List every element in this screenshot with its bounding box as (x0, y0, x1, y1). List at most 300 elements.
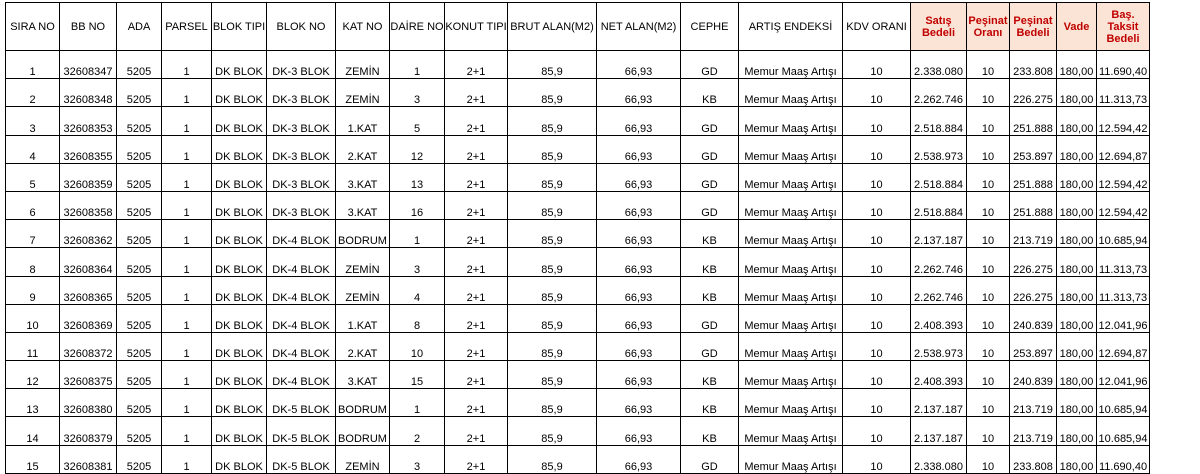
table-row (6, 445, 1150, 473)
cell-artis-endeksi: Memur Maaş Artışı (739, 220, 843, 248)
cell-brut-alan: 85,9 (508, 135, 597, 163)
cell-net-alan: 66,93 (597, 248, 681, 276)
cell-artis-endeksi: Memur Maaş Artışı (739, 332, 843, 360)
cell-bb-no: 32608379 (60, 417, 117, 445)
cell-ada: 5205 (117, 220, 162, 248)
header-pesinat-orani: Peşinat Oranı (967, 3, 1010, 51)
cell-kdv-orani: 10 (843, 51, 911, 79)
cell-blok-tipi: DK BLOK (212, 276, 267, 304)
cell-blok-no: DK-3 BLOK (267, 163, 336, 191)
cell-artis-endeksi: Memur Maaş Artışı (739, 445, 843, 473)
cell-net-alan: 66,93 (597, 361, 681, 389)
cell-cephe: GD (681, 135, 739, 163)
cell-satis-bedeli: 2.518.884 (911, 191, 967, 219)
cell-cephe: GD (681, 163, 739, 191)
cell-ada: 5205 (117, 417, 162, 445)
cell-kdv-orani: 10 (843, 417, 911, 445)
cell-kdv-orani: 10 (843, 135, 911, 163)
cell-satis-bedeli: 2.408.393 (911, 361, 967, 389)
cell-cephe: KB (681, 361, 739, 389)
cell-bb-no: 32608375 (60, 361, 117, 389)
cell-pesinat-orani: 10 (967, 107, 1010, 135)
cell-sira-no: 7 (6, 220, 60, 248)
cell-parsel: 1 (162, 417, 212, 445)
cell-parsel: 1 (162, 51, 212, 79)
cell-kdv-orani: 10 (843, 304, 911, 332)
cell-bas-taksit-bedeli: 11.690,40 (1097, 445, 1150, 473)
cell-parsel: 1 (162, 304, 212, 332)
cell-brut-alan: 85,9 (508, 79, 597, 107)
cell-bas-taksit-bedeli: 12.594,42 (1097, 191, 1150, 219)
cell-kdv-orani: 10 (843, 276, 911, 304)
cell-artis-endeksi: Memur Maaş Artışı (739, 135, 843, 163)
cell-blok-tipi: DK BLOK (212, 332, 267, 360)
table-row (6, 248, 1150, 276)
cell-satis-bedeli: 2.518.884 (911, 107, 967, 135)
cell-konut-tipi: 2+1 (445, 332, 508, 360)
price-table (5, 2, 1150, 474)
cell-bas-taksit-bedeli: 10.685,94 (1097, 417, 1150, 445)
cell-blok-no: DK-4 BLOK (267, 304, 336, 332)
cell-kat-no: 2.KAT (336, 135, 390, 163)
header-net-alan: NET ALAN(M2) (597, 3, 681, 51)
cell-konut-tipi: 2+1 (445, 51, 508, 79)
cell-kat-no: ZEMİN (336, 248, 390, 276)
cell-blok-no: DK-3 BLOK (267, 51, 336, 79)
cell-sira-no: 13 (6, 389, 60, 417)
cell-vade: 180,00 (1057, 79, 1097, 107)
cell-artis-endeksi: Memur Maaş Artışı (739, 163, 843, 191)
cell-blok-tipi: DK BLOK (212, 304, 267, 332)
cell-artis-endeksi: Memur Maaş Artışı (739, 417, 843, 445)
cell-pesinat-orani: 10 (967, 51, 1010, 79)
cell-kat-no: 3.KAT (336, 361, 390, 389)
cell-blok-no: DK-4 BLOK (267, 332, 336, 360)
cell-kat-no: 1.KAT (336, 107, 390, 135)
cell-pesinat-orani: 10 (967, 79, 1010, 107)
header-bas-taksit-bedeli: Baş. Taksit Bedeli (1097, 3, 1150, 51)
cell-ada: 5205 (117, 445, 162, 473)
cell-kdv-orani: 10 (843, 248, 911, 276)
cell-daire-no: 4 (390, 276, 445, 304)
cell-bb-no: 32608348 (60, 79, 117, 107)
cell-brut-alan: 85,9 (508, 445, 597, 473)
cell-kdv-orani: 10 (843, 332, 911, 360)
cell-bas-taksit-bedeli: 12.041,96 (1097, 361, 1150, 389)
cell-bb-no: 32608380 (60, 389, 117, 417)
table-row (6, 163, 1150, 191)
cell-sira-no: 2 (6, 79, 60, 107)
header-blok-no: BLOK NO (267, 3, 336, 51)
cell-bb-no: 32608381 (60, 445, 117, 473)
cell-kat-no: ZEMİN (336, 276, 390, 304)
cell-bb-no: 32608347 (60, 51, 117, 79)
cell-pesinat-orani: 10 (967, 248, 1010, 276)
cell-net-alan: 66,93 (597, 389, 681, 417)
cell-blok-tipi: DK BLOK (212, 107, 267, 135)
cell-artis-endeksi: Memur Maaş Artışı (739, 389, 843, 417)
cell-daire-no: 2 (390, 417, 445, 445)
cell-brut-alan: 85,9 (508, 389, 597, 417)
cell-daire-no: 1 (390, 389, 445, 417)
cell-daire-no: 1 (390, 51, 445, 79)
cell-pesinat-orani: 10 (967, 417, 1010, 445)
cell-blok-tipi: DK BLOK (212, 135, 267, 163)
cell-satis-bedeli: 2.137.187 (911, 220, 967, 248)
cell-kat-no: BODRUM (336, 220, 390, 248)
cell-kdv-orani: 10 (843, 191, 911, 219)
cell-sira-no: 6 (6, 191, 60, 219)
cell-bas-taksit-bedeli: 12.694,87 (1097, 332, 1150, 360)
cell-pesinat-orani: 10 (967, 361, 1010, 389)
cell-satis-bedeli: 2.408.393 (911, 304, 967, 332)
cell-vade: 180,00 (1057, 389, 1097, 417)
header-daire-no: DAİRE NO (390, 3, 445, 51)
cell-satis-bedeli: 2.338.080 (911, 445, 967, 473)
cell-kdv-orani: 10 (843, 79, 911, 107)
table-row (6, 332, 1150, 360)
cell-blok-no: DK-3 BLOK (267, 135, 336, 163)
cell-cephe: GD (681, 51, 739, 79)
cell-pesinat-bedeli: 213.719 (1010, 417, 1057, 445)
cell-kat-no: ZEMİN (336, 79, 390, 107)
cell-vade: 180,00 (1057, 445, 1097, 473)
cell-kdv-orani: 10 (843, 107, 911, 135)
cell-cephe: GD (681, 107, 739, 135)
cell-net-alan: 66,93 (597, 191, 681, 219)
header-vade: Vade (1057, 3, 1097, 51)
cell-kdv-orani: 10 (843, 389, 911, 417)
cell-kat-no: 2.KAT (336, 332, 390, 360)
cell-vade: 180,00 (1057, 220, 1097, 248)
cell-pesinat-orani: 10 (967, 276, 1010, 304)
cell-sira-no: 4 (6, 135, 60, 163)
cell-konut-tipi: 2+1 (445, 304, 508, 332)
cell-pesinat-bedeli: 240.839 (1010, 361, 1057, 389)
header-artis-endeksi: ARTIŞ ENDEKSİ (739, 3, 843, 51)
cell-artis-endeksi: Memur Maaş Artışı (739, 79, 843, 107)
cell-blok-no: DK-5 BLOK (267, 389, 336, 417)
cell-kdv-orani: 10 (843, 445, 911, 473)
cell-pesinat-bedeli: 213.719 (1010, 389, 1057, 417)
cell-vade: 180,00 (1057, 135, 1097, 163)
cell-daire-no: 15 (390, 361, 445, 389)
cell-net-alan: 66,93 (597, 135, 681, 163)
table-row (6, 107, 1150, 135)
cell-bas-taksit-bedeli: 12.694,87 (1097, 135, 1150, 163)
cell-blok-no: DK-4 BLOK (267, 361, 336, 389)
cell-bas-taksit-bedeli: 12.594,42 (1097, 107, 1150, 135)
cell-konut-tipi: 2+1 (445, 191, 508, 219)
table-row (6, 220, 1150, 248)
cell-bas-taksit-bedeli: 11.313,73 (1097, 79, 1150, 107)
cell-kat-no: BODRUM (336, 417, 390, 445)
cell-blok-tipi: DK BLOK (212, 220, 267, 248)
cell-blok-no: DK-4 BLOK (267, 248, 336, 276)
cell-sira-no: 10 (6, 304, 60, 332)
cell-ada: 5205 (117, 107, 162, 135)
header-row (6, 3, 1150, 51)
cell-kat-no: 1.KAT (336, 304, 390, 332)
cell-ada: 5205 (117, 389, 162, 417)
cell-konut-tipi: 2+1 (445, 361, 508, 389)
cell-kdv-orani: 10 (843, 163, 911, 191)
cell-kat-no: 3.KAT (336, 163, 390, 191)
cell-cephe: KB (681, 417, 739, 445)
cell-parsel: 1 (162, 389, 212, 417)
cell-satis-bedeli: 2.262.746 (911, 276, 967, 304)
cell-brut-alan: 85,9 (508, 304, 597, 332)
cell-konut-tipi: 2+1 (445, 248, 508, 276)
cell-satis-bedeli: 2.262.746 (911, 248, 967, 276)
cell-sira-no: 12 (6, 361, 60, 389)
cell-vade: 180,00 (1057, 417, 1097, 445)
cell-bb-no: 32608353 (60, 107, 117, 135)
table-row (6, 304, 1150, 332)
cell-brut-alan: 85,9 (508, 248, 597, 276)
cell-pesinat-bedeli: 226.275 (1010, 276, 1057, 304)
cell-pesinat-bedeli: 251.888 (1010, 191, 1057, 219)
cell-cephe: GD (681, 445, 739, 473)
cell-artis-endeksi: Memur Maaş Artışı (739, 51, 843, 79)
cell-cephe: KB (681, 220, 739, 248)
cell-ada: 5205 (117, 51, 162, 79)
cell-brut-alan: 85,9 (508, 220, 597, 248)
cell-bb-no: 32608355 (60, 135, 117, 163)
cell-artis-endeksi: Memur Maaş Artışı (739, 107, 843, 135)
cell-cephe: KB (681, 79, 739, 107)
cell-sira-no: 1 (6, 51, 60, 79)
cell-net-alan: 66,93 (597, 51, 681, 79)
cell-ada: 5205 (117, 361, 162, 389)
cell-pesinat-bedeli: 226.275 (1010, 248, 1057, 276)
cell-cephe: KB (681, 276, 739, 304)
cell-konut-tipi: 2+1 (445, 220, 508, 248)
cell-brut-alan: 85,9 (508, 51, 597, 79)
cell-pesinat-bedeli: 251.888 (1010, 107, 1057, 135)
cell-pesinat-bedeli: 226.275 (1010, 79, 1057, 107)
header-kat-no: KAT NO (336, 3, 390, 51)
cell-parsel: 1 (162, 107, 212, 135)
cell-pesinat-orani: 10 (967, 191, 1010, 219)
cell-bb-no: 32608364 (60, 248, 117, 276)
table-row (6, 417, 1150, 445)
cell-satis-bedeli: 2.262.746 (911, 79, 967, 107)
cell-brut-alan: 85,9 (508, 163, 597, 191)
cell-pesinat-bedeli: 253.897 (1010, 135, 1057, 163)
header-pesinat-bedeli: Peşinat Bedeli (1010, 3, 1057, 51)
cell-pesinat-bedeli: 233.808 (1010, 445, 1057, 473)
cell-vade: 180,00 (1057, 163, 1097, 191)
cell-sira-no: 5 (6, 163, 60, 191)
cell-konut-tipi: 2+1 (445, 417, 508, 445)
cell-brut-alan: 85,9 (508, 276, 597, 304)
cell-parsel: 1 (162, 332, 212, 360)
header-bb-no: BB NO (60, 3, 117, 51)
cell-bas-taksit-bedeli: 12.041,96 (1097, 304, 1150, 332)
header-parsel: PARSEL (162, 3, 212, 51)
cell-ada: 5205 (117, 276, 162, 304)
cell-parsel: 1 (162, 248, 212, 276)
cell-ada: 5205 (117, 191, 162, 219)
cell-pesinat-bedeli: 240.839 (1010, 304, 1057, 332)
cell-blok-no: DK-4 BLOK (267, 220, 336, 248)
cell-satis-bedeli: 2.538.973 (911, 332, 967, 360)
cell-artis-endeksi: Memur Maaş Artışı (739, 248, 843, 276)
cell-artis-endeksi: Memur Maaş Artışı (739, 304, 843, 332)
cell-satis-bedeli: 2.518.884 (911, 163, 967, 191)
cell-pesinat-orani: 10 (967, 389, 1010, 417)
cell-brut-alan: 85,9 (508, 332, 597, 360)
cell-daire-no: 16 (390, 191, 445, 219)
cell-vade: 180,00 (1057, 361, 1097, 389)
cell-blok-tipi: DK BLOK (212, 163, 267, 191)
cell-net-alan: 66,93 (597, 276, 681, 304)
header-brut-alan: BRUT ALAN(M2) (508, 3, 597, 51)
cell-net-alan: 66,93 (597, 107, 681, 135)
cell-daire-no: 10 (390, 332, 445, 360)
cell-blok-no: DK-4 BLOK (267, 276, 336, 304)
cell-cephe: KB (681, 389, 739, 417)
cell-blok-tipi: DK BLOK (212, 248, 267, 276)
cell-brut-alan: 85,9 (508, 191, 597, 219)
cell-bb-no: 32608358 (60, 191, 117, 219)
cell-kat-no: ZEMİN (336, 51, 390, 79)
table-row (6, 389, 1150, 417)
cell-parsel: 1 (162, 163, 212, 191)
cell-bb-no: 32608359 (60, 163, 117, 191)
cell-konut-tipi: 2+1 (445, 163, 508, 191)
cell-kat-no: ZEMİN (336, 445, 390, 473)
cell-blok-no: DK-5 BLOK (267, 417, 336, 445)
cell-cephe: GD (681, 332, 739, 360)
table-body (6, 51, 1150, 474)
cell-ada: 5205 (117, 332, 162, 360)
cell-cephe: GD (681, 304, 739, 332)
table-row (6, 51, 1150, 79)
cell-parsel: 1 (162, 361, 212, 389)
header-kdv-orani: KDV ORANI (843, 3, 911, 51)
cell-blok-tipi: DK BLOK (212, 417, 267, 445)
cell-konut-tipi: 2+1 (445, 79, 508, 107)
cell-satis-bedeli: 2.338.080 (911, 51, 967, 79)
cell-ada: 5205 (117, 79, 162, 107)
cell-vade: 180,00 (1057, 248, 1097, 276)
cell-bas-taksit-bedeli: 11.313,73 (1097, 276, 1150, 304)
cell-net-alan: 66,93 (597, 332, 681, 360)
cell-vade: 180,00 (1057, 304, 1097, 332)
cell-daire-no: 13 (390, 163, 445, 191)
cell-parsel: 1 (162, 445, 212, 473)
cell-pesinat-orani: 10 (967, 220, 1010, 248)
cell-sira-no: 8 (6, 248, 60, 276)
cell-vade: 180,00 (1057, 107, 1097, 135)
cell-bas-taksit-bedeli: 11.313,73 (1097, 248, 1150, 276)
cell-artis-endeksi: Memur Maaş Artışı (739, 276, 843, 304)
cell-bb-no: 32608372 (60, 332, 117, 360)
cell-net-alan: 66,93 (597, 163, 681, 191)
cell-blok-no: DK-3 BLOK (267, 79, 336, 107)
header-blok-tipi: BLOK TIPI (212, 3, 267, 51)
cell-pesinat-orani: 10 (967, 332, 1010, 360)
cell-blok-no: DK-3 BLOK (267, 107, 336, 135)
cell-cephe: KB (681, 248, 739, 276)
cell-pesinat-bedeli: 213.719 (1010, 220, 1057, 248)
cell-bb-no: 32608362 (60, 220, 117, 248)
cell-artis-endeksi: Memur Maaş Artışı (739, 361, 843, 389)
cell-parsel: 1 (162, 276, 212, 304)
cell-daire-no: 12 (390, 135, 445, 163)
cell-blok-tipi: DK BLOK (212, 445, 267, 473)
cell-bas-taksit-bedeli: 11.690,40 (1097, 51, 1150, 79)
cell-sira-no: 14 (6, 417, 60, 445)
cell-parsel: 1 (162, 191, 212, 219)
cell-net-alan: 66,93 (597, 445, 681, 473)
cell-cephe: GD (681, 191, 739, 219)
cell-vade: 180,00 (1057, 191, 1097, 219)
cell-pesinat-orani: 10 (967, 445, 1010, 473)
table-row (6, 79, 1150, 107)
cell-bb-no: 32608365 (60, 276, 117, 304)
cell-brut-alan: 85,9 (508, 361, 597, 389)
cell-parsel: 1 (162, 220, 212, 248)
cell-daire-no: 1 (390, 220, 445, 248)
cell-satis-bedeli: 2.538.973 (911, 135, 967, 163)
cell-bas-taksit-bedeli: 10.685,94 (1097, 220, 1150, 248)
cell-blok-tipi: DK BLOK (212, 191, 267, 219)
cell-sira-no: 11 (6, 332, 60, 360)
cell-pesinat-orani: 10 (967, 163, 1010, 191)
cell-kdv-orani: 10 (843, 220, 911, 248)
cell-daire-no: 8 (390, 304, 445, 332)
cell-ada: 5205 (117, 304, 162, 332)
cell-satis-bedeli: 2.137.187 (911, 389, 967, 417)
cell-konut-tipi: 2+1 (445, 389, 508, 417)
cell-kat-no: BODRUM (336, 389, 390, 417)
cell-pesinat-bedeli: 233.808 (1010, 51, 1057, 79)
cell-konut-tipi: 2+1 (445, 107, 508, 135)
cell-pesinat-orani: 10 (967, 135, 1010, 163)
cell-vade: 180,00 (1057, 51, 1097, 79)
cell-kdv-orani: 10 (843, 361, 911, 389)
cell-sira-no: 15 (6, 445, 60, 473)
cell-ada: 5205 (117, 135, 162, 163)
cell-daire-no: 5 (390, 107, 445, 135)
cell-pesinat-bedeli: 251.888 (1010, 163, 1057, 191)
cell-blok-tipi: DK BLOK (212, 79, 267, 107)
cell-blok-tipi: DK BLOK (212, 389, 267, 417)
cell-bas-taksit-bedeli: 10.685,94 (1097, 389, 1150, 417)
cell-konut-tipi: 2+1 (445, 276, 508, 304)
cell-bas-taksit-bedeli: 12.594,42 (1097, 163, 1150, 191)
cell-pesinat-bedeli: 253.897 (1010, 332, 1057, 360)
table-header (6, 3, 1150, 51)
cell-satis-bedeli: 2.137.187 (911, 417, 967, 445)
cell-brut-alan: 85,9 (508, 107, 597, 135)
cell-daire-no: 3 (390, 248, 445, 276)
cell-blok-tipi: DK BLOK (212, 361, 267, 389)
cell-ada: 5205 (117, 163, 162, 191)
cell-vade: 180,00 (1057, 276, 1097, 304)
cell-konut-tipi: 2+1 (445, 135, 508, 163)
cell-pesinat-orani: 10 (967, 304, 1010, 332)
cell-daire-no: 3 (390, 445, 445, 473)
cell-sira-no: 9 (6, 276, 60, 304)
header-cephe: CEPHE (681, 3, 739, 51)
cell-blok-tipi: DK BLOK (212, 51, 267, 79)
table-row (6, 191, 1150, 219)
cell-blok-no: DK-5 BLOK (267, 445, 336, 473)
